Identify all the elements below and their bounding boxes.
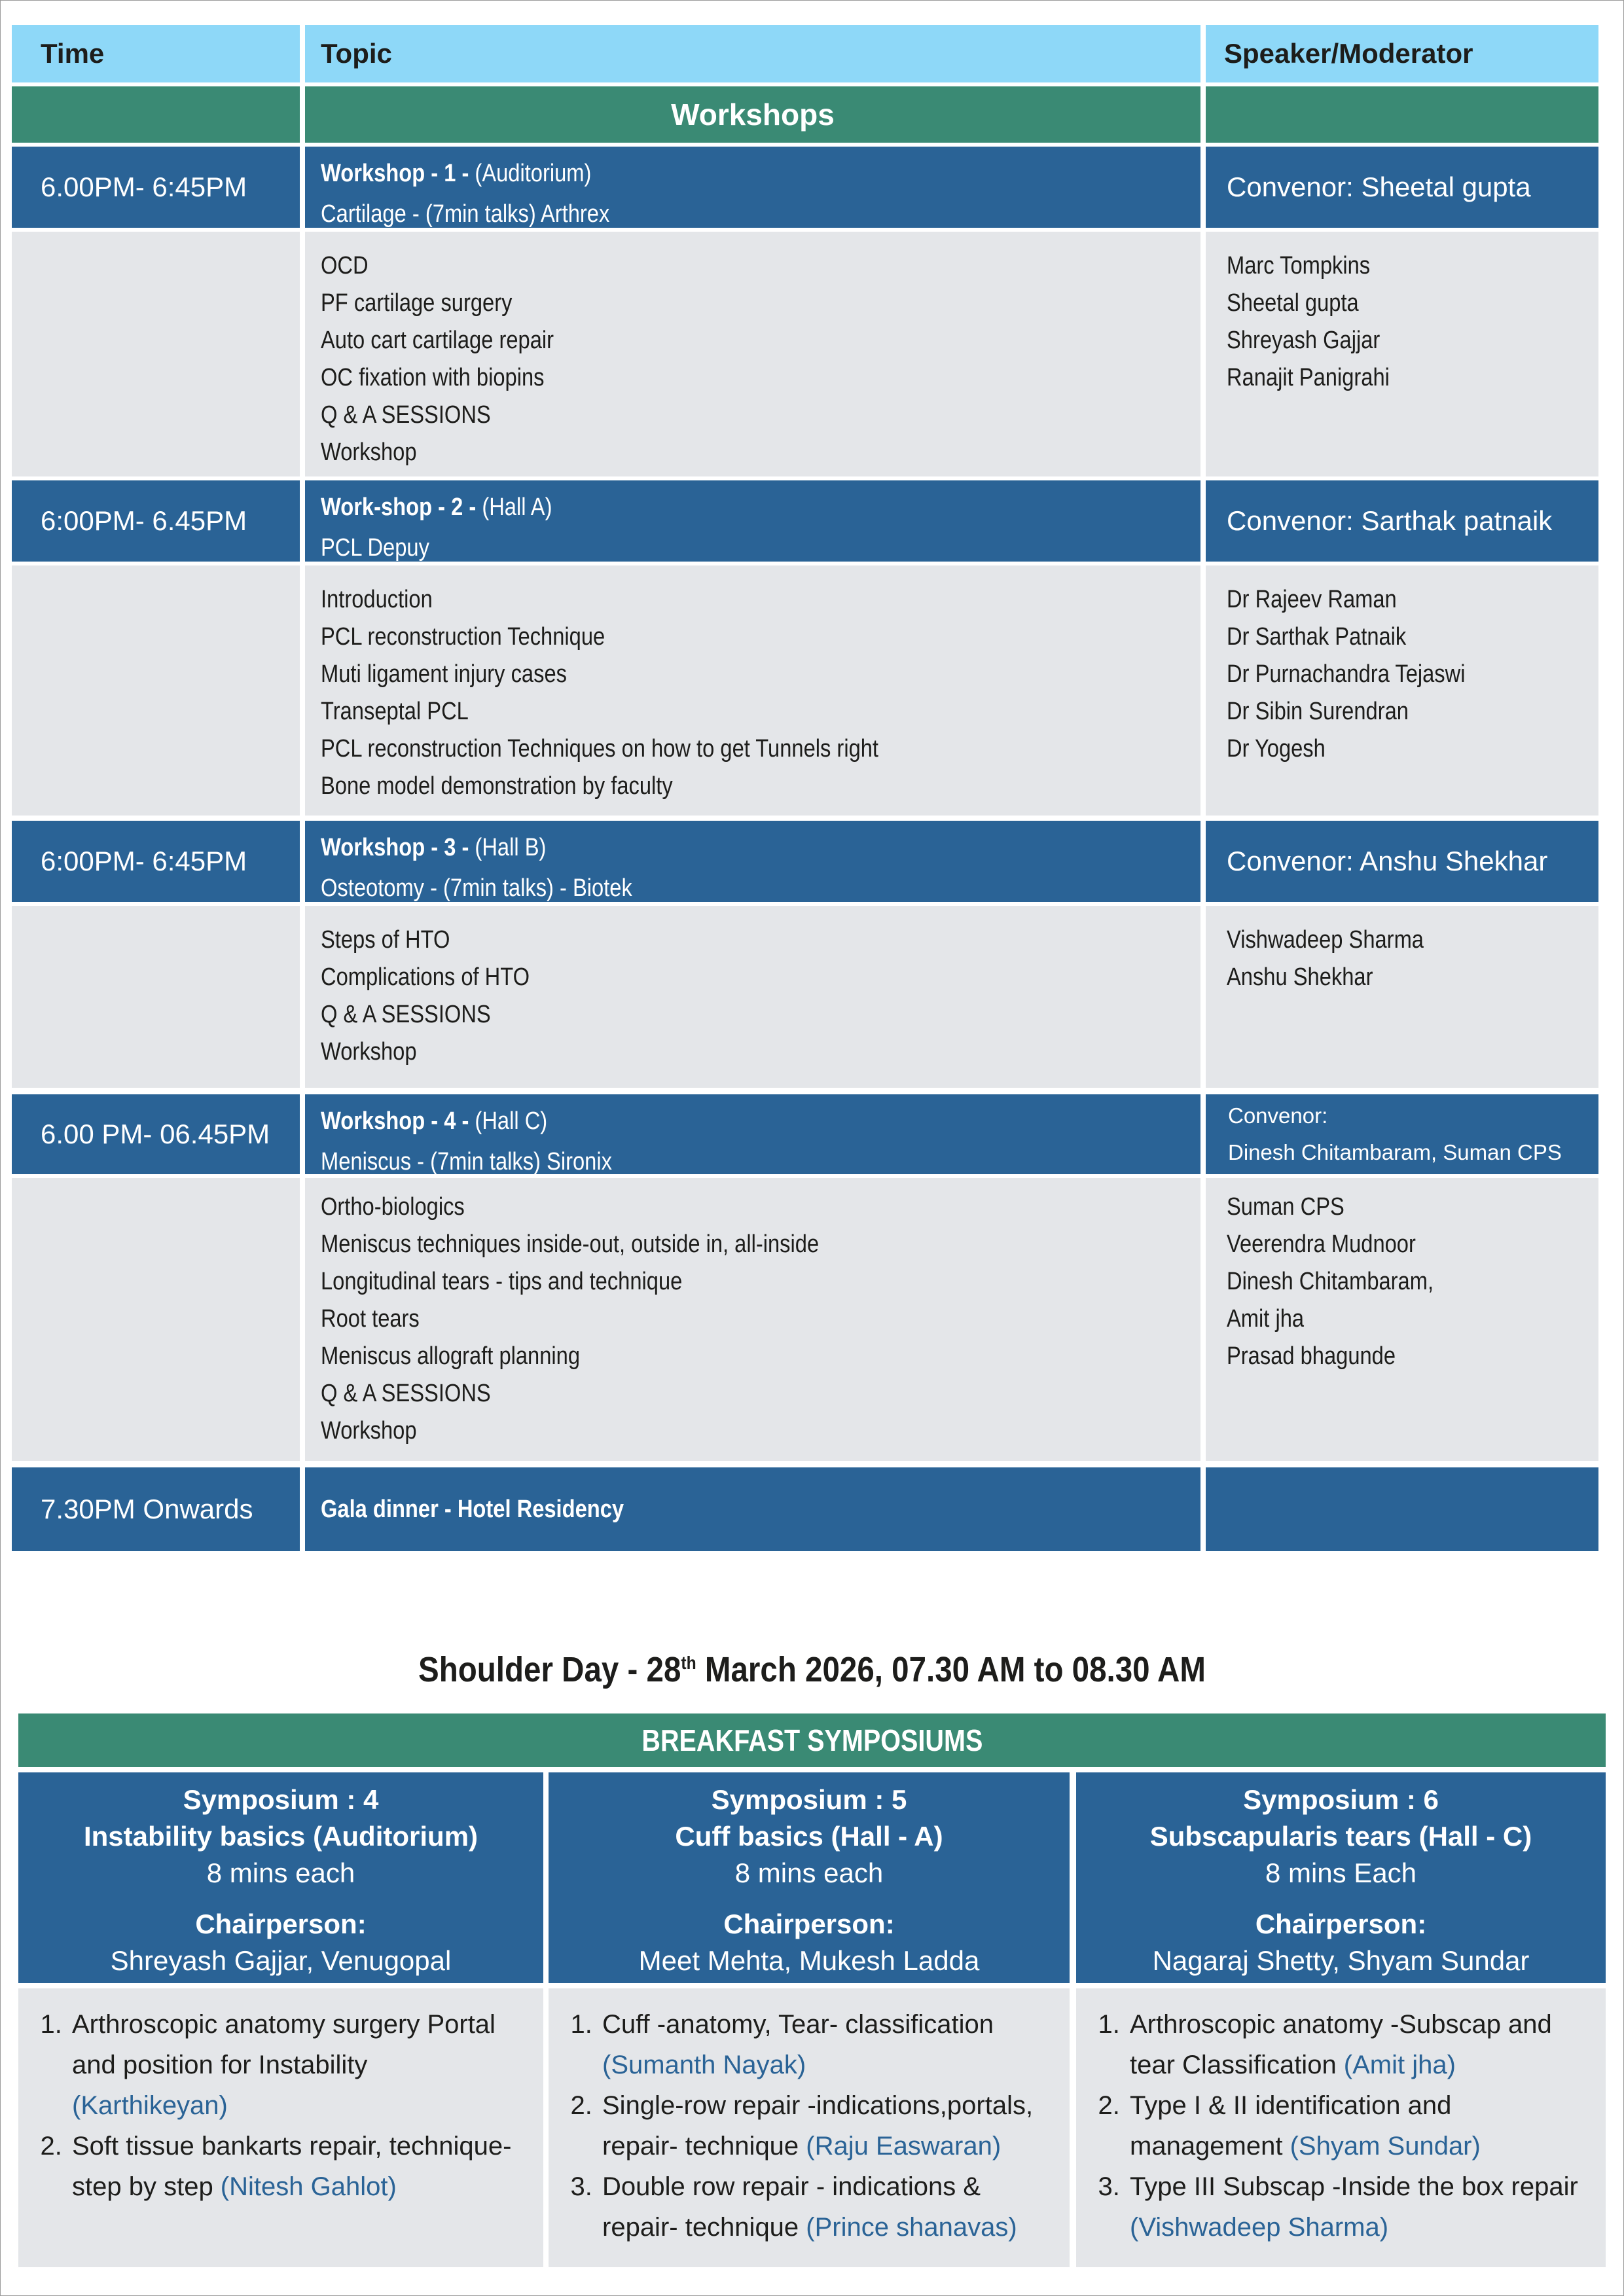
list-item: Meniscus techniques inside-out, outside in, all-inside — [321, 1230, 820, 1258]
workshop-3-topics — [305, 906, 1200, 1088]
list-item: 2. Single-row repair -indications,portals, repair- technique (Raju Easwaran) — [600, 2085, 1054, 2166]
list-item: Introduction — [321, 586, 433, 613]
symposium-6-header: Symposium : 6 Subscapularis tears (Hall - C) 8 mins Each Chairperson: Nagaraj Shetty, Shyam Sundar — [1076, 1772, 1606, 1983]
list-item: Ortho-biologics — [321, 1193, 465, 1221]
workshop-1-convenor: Convenor: Sheetal gupta — [1206, 147, 1598, 228]
list-item: 2. Type I & II identification and management (Shyam Sundar) — [1127, 2085, 1590, 2166]
list-item: Q & A SESSIONS — [321, 1380, 491, 1407]
list-item: Muti ligament injury cases — [321, 660, 567, 688]
symposium-5-header: Symposium : 5 Cuff basics (Hall - A) 8 mins each Chairperson: Meet Mehta, Mukesh Ladda — [549, 1772, 1070, 1983]
speaker-name: Amit jha — [1227, 1305, 1305, 1333]
list-item: 1. Cuff -anatomy, Tear- classification (Sumanth Nayak) — [600, 2004, 1054, 2085]
symposium-4-talks — [18, 1988, 543, 2267]
workshop-4-speakers — [1206, 1178, 1598, 1461]
speaker-name: Dr Rajeev Raman — [1227, 586, 1397, 613]
speaker-name: Ranajit Panigrahi — [1227, 364, 1390, 391]
list-item: Bone model demonstration by faculty — [321, 772, 673, 800]
workshop-4-topics — [305, 1178, 1200, 1461]
symposium-4-header: Symposium : 4 Instability basics (Auditorium) 8 mins each Chairperson: Shreyash Gajjar, Venugopal — [18, 1772, 543, 1983]
banner-blank-right — [1206, 86, 1598, 143]
banner-blank-left — [12, 86, 300, 143]
speaker-name: Dr Yogesh — [1227, 735, 1326, 762]
list-item: 1. Arthroscopic anatomy -Subscap and tear Classification (Amit jha) — [1127, 2004, 1590, 2085]
speaker-name: Shreyash Gajjar — [1227, 327, 1380, 354]
breakfast-banner: BREAKFAST SYMPOSIUMS — [18, 1713, 1606, 1767]
symposium-5-talks — [549, 1988, 1070, 2267]
workshop-4-time-blank — [12, 1178, 300, 1461]
speaker-name: Prasad bhagunde — [1227, 1342, 1396, 1370]
list-item: Auto cart cartilage repair — [321, 327, 554, 354]
list-item: 3. Type III Subscap -Inside the box repair (Vishwadeep Sharma) — [1127, 2166, 1590, 2248]
speaker-name: Vishwadeep Sharma — [1227, 926, 1424, 954]
list-item: Q & A SESSIONS — [321, 401, 491, 429]
speaker-name: Anshu Shekhar — [1227, 963, 1373, 991]
speaker-name: Veerendra Mudnoor — [1227, 1230, 1416, 1258]
workshop-3-convenor: Convenor: Anshu Shekhar — [1206, 821, 1598, 902]
workshop-2-time: 6:00PM- 6.45PM — [12, 480, 300, 562]
list-item: 3. Double row repair - indications & repair- technique (Prince shanavas) — [600, 2166, 1054, 2248]
list-item: PF cartilage surgery — [321, 289, 513, 317]
workshop-3-time: 6:00PM- 6:45PM — [12, 821, 300, 902]
workshops-banner: Workshops — [305, 86, 1200, 143]
symposium-6-talks — [1076, 1988, 1606, 2267]
list-item: Q & A SESSIONS — [321, 1001, 491, 1028]
workshop-4-title: Workshop - 4 - (Hall C) Meniscus - (7min talks) Sironix — [305, 1094, 1200, 1174]
list-item: 2. Soft tissue bankarts repair, technique- step by step (Nitesh Gahlot) — [69, 2126, 528, 2207]
speaker-name: Sheetal gupta — [1227, 289, 1359, 317]
speaker-name: Marc Tompkins — [1227, 252, 1371, 279]
list-item: Steps of HTO — [321, 926, 450, 954]
workshop-4-convenor: Convenor: Dinesh Chitambaram, Suman CPS — [1206, 1094, 1598, 1174]
workshop-2-speakers — [1206, 565, 1598, 816]
workshop-2-title: Work-shop - 2 - (Hall A) PCL Depuy — [305, 480, 1200, 562]
speaker-name: Dinesh Chitambaram, — [1227, 1268, 1434, 1295]
day-title: Shoulder Day - 28th March 2026, 07.30 AM to 08.30 AM — [418, 1650, 1206, 1689]
workshop-1-title: Workshop - 1 - (Auditorium) Cartilage - (7min talks) Arthrex — [305, 147, 1200, 228]
workshop-2-convenor: Convenor: Sarthak patnaik — [1206, 480, 1598, 562]
list-item: Complications of HTO — [321, 963, 530, 991]
list-item: OCD — [321, 252, 369, 279]
list-item: Meniscus allograft planning — [321, 1342, 581, 1370]
workshop-3-title: Workshop - 3 - (Hall B) Osteotomy - (7min talks) - Biotek — [305, 821, 1200, 902]
workshop-1-time: 6.00PM- 6:45PM — [12, 147, 300, 228]
list-item: PCL reconstruction Technique — [321, 623, 605, 651]
list-item: Workshop — [321, 1038, 417, 1066]
list-item: Transeptal PCL — [321, 698, 469, 725]
workshop-1-topics — [305, 232, 1200, 476]
workshop-1-time-blank — [12, 232, 300, 476]
workshop-2-topics — [305, 565, 1200, 816]
speaker-name: Dr Sibin Surendran — [1227, 698, 1409, 725]
workshop-4-time: 6.00 PM- 06.45PM — [12, 1094, 300, 1174]
list-item: Workshop — [321, 1417, 417, 1444]
workshop-3-time-blank — [12, 906, 300, 1088]
speaker-name: Dr Purnachandra Tejaswi — [1227, 660, 1466, 688]
list-item: PCL reconstruction Techniques on how to get Tunnels right — [321, 735, 879, 762]
list-item: Workshop — [321, 439, 417, 466]
list-item: OC fixation with biopins — [321, 364, 545, 391]
list-item: 1. Arthroscopic anatomy surgery Portal and position for Instability (Karthikeyan) — [69, 2004, 528, 2126]
header-speaker: Speaker/Moderator — [1206, 25, 1598, 82]
gala-speaker-blank — [1206, 1467, 1598, 1551]
header-time: Time — [12, 25, 300, 82]
speaker-name: Suman CPS — [1227, 1193, 1344, 1221]
gala-topic: Gala dinner - Hotel Residency — [305, 1467, 1200, 1551]
list-item: Longitudinal tears - tips and technique — [321, 1268, 683, 1295]
workshop-3-speakers — [1206, 906, 1598, 1088]
workshop-1-speakers — [1206, 232, 1598, 476]
gala-time: 7.30PM Onwards — [12, 1467, 300, 1551]
header-topic: Topic — [305, 25, 1200, 82]
workshop-2-time-blank — [12, 565, 300, 816]
list-item: Root tears — [321, 1305, 420, 1333]
speaker-name: Dr Sarthak Patnaik — [1227, 623, 1407, 651]
